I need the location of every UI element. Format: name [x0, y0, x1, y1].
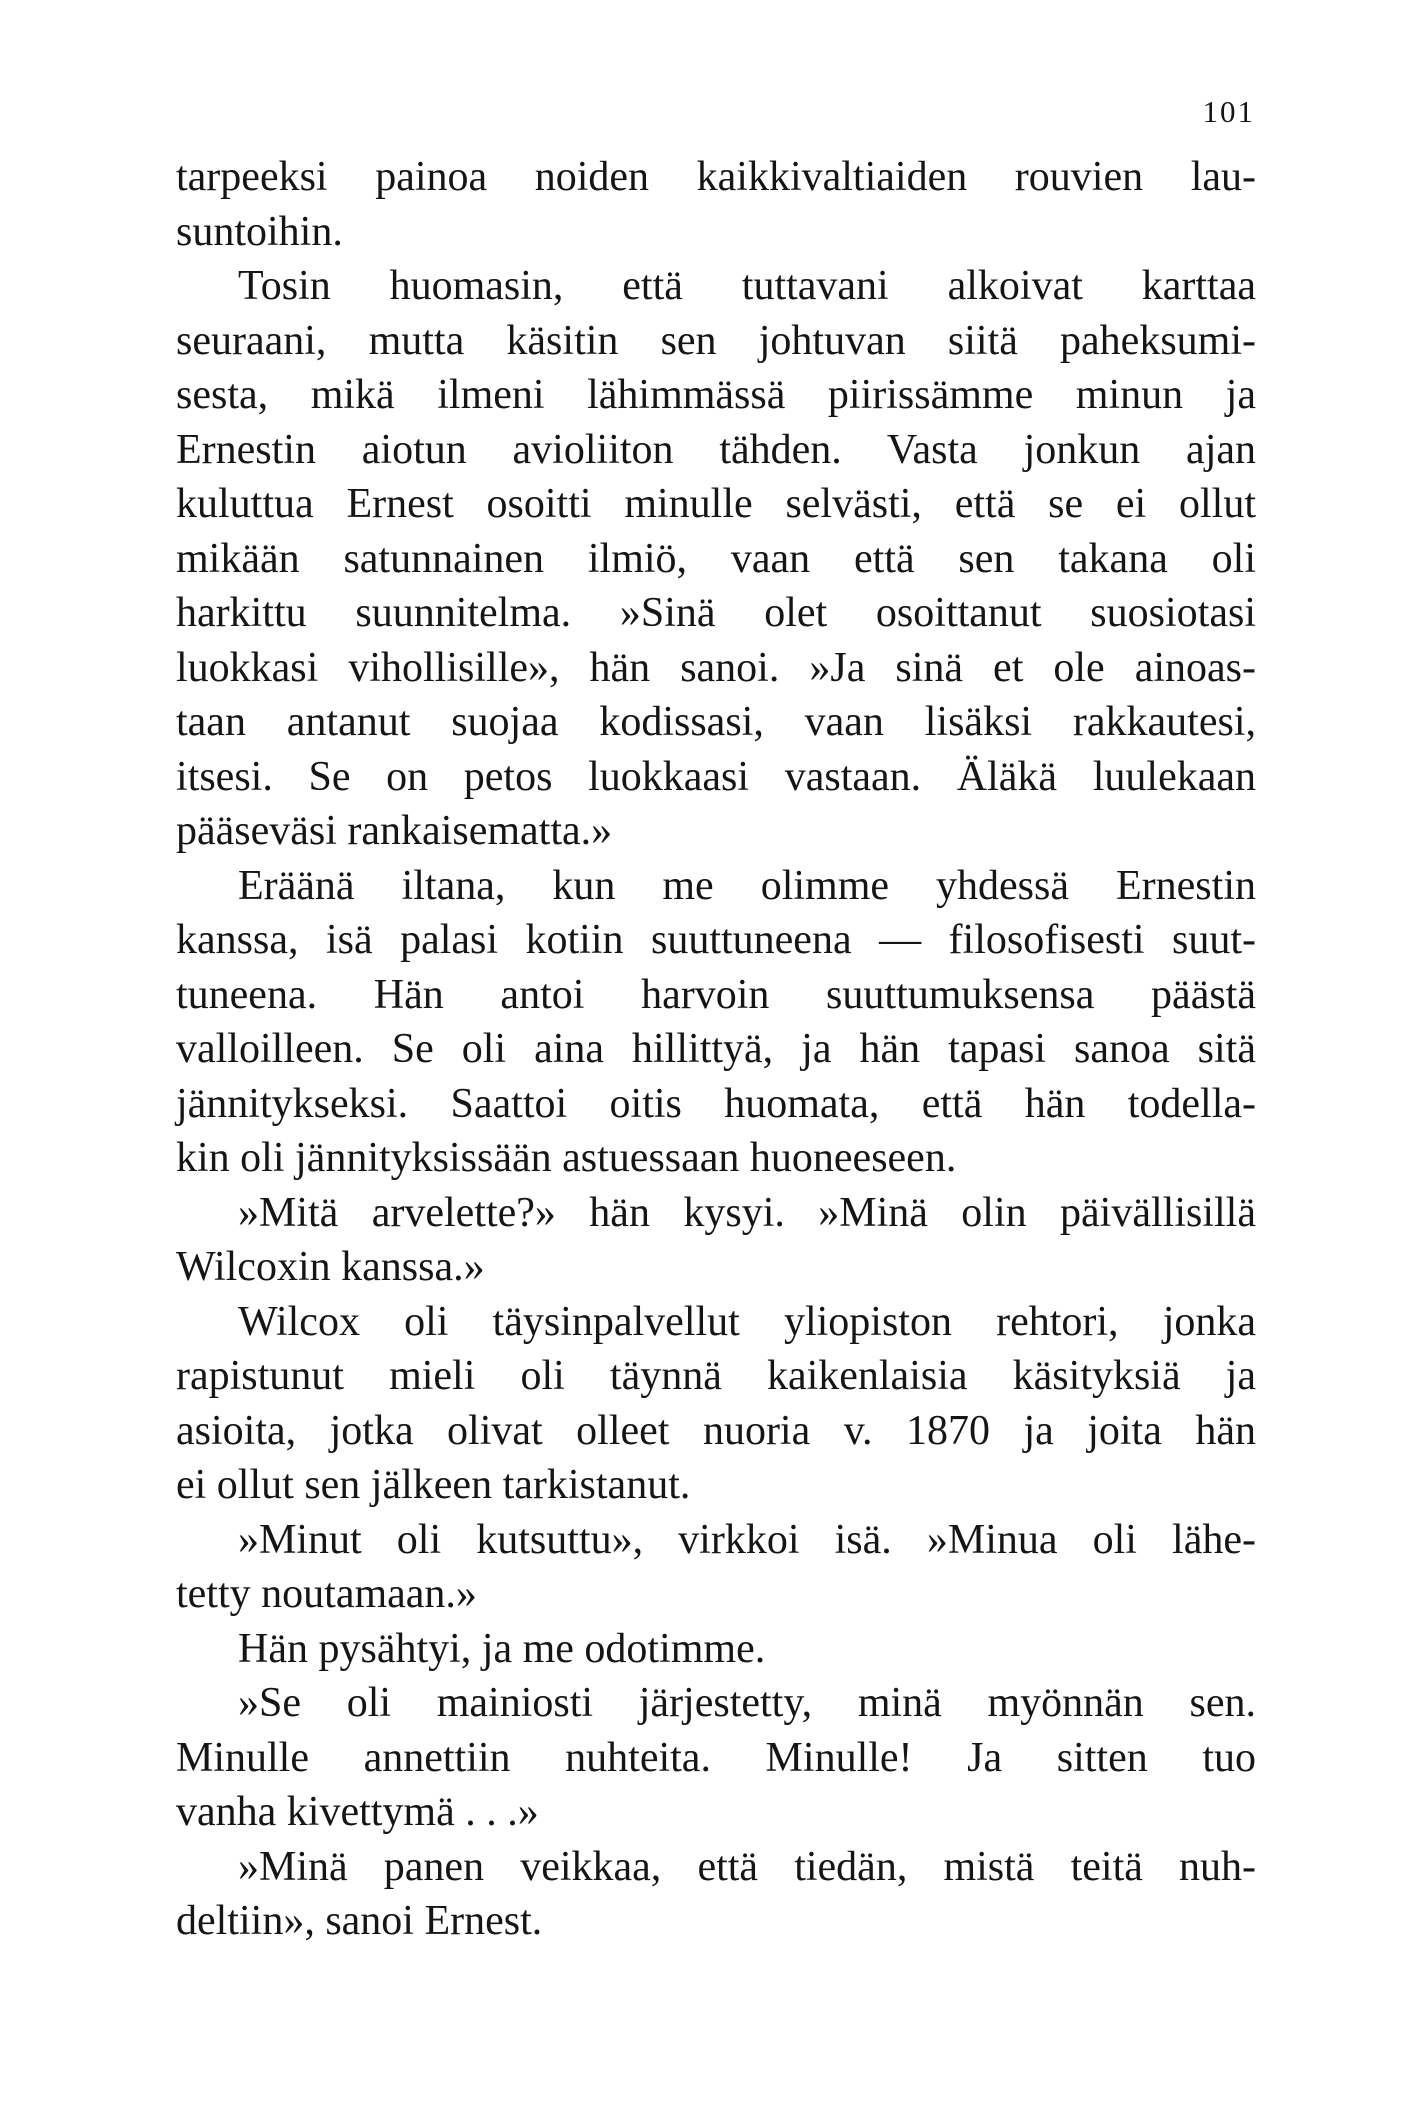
text-line: mikään satunnainen ilmiö, vaan että sen takana oli: [176, 535, 1256, 582]
text-line: Ernestin aiotun avioliiton tähden. Vasta jonkun ajan: [176, 426, 1256, 473]
text-line: »Mitä arvelette?» hän kysyi. »Minä olin päivällisillä: [238, 1189, 1256, 1236]
text-line: kanssa, isä palasi kotiin suuttuneena — filosofisesti suut-: [176, 917, 1256, 963]
text-line: tetty noutamaan.»: [176, 1571, 477, 1617]
text-line: deltiin», sanoi Ernest.: [176, 1898, 543, 1944]
text-line: »Minut oli kutsuttu», virkkoi isä. »Minua oli lähe-: [238, 1516, 1256, 1563]
text-line: vanha kivettymä . . .»: [176, 1789, 539, 1835]
text-line: »Minä panen veikkaa, että tiedän, mistä teitä nuh-: [238, 1843, 1256, 1890]
text-line: ei ollut sen jälkeen tarkistanut.: [176, 1462, 691, 1508]
text-line: Wilcoxin kanssa.»: [176, 1244, 485, 1290]
text-line: Minulle annettiin nuhteita. Minulle! Ja sitten tuo: [176, 1734, 1256, 1781]
text-line: Tosin huomasin, että tuttavani alkoivat karttaa: [238, 263, 1256, 309]
text-line: seuraani, mutta käsitin sen johtuvan siitä paheksumi-: [176, 317, 1256, 364]
text-line: luokkasi vihollisille», hän sanoi. »Ja sinä et ole ainoas-: [176, 644, 1256, 691]
text-line: taan antanut suojaa kodissasi, vaan lisäksi rakkautesi,: [176, 699, 1256, 745]
text-line: kuluttua Ernest osoitti minulle selvästi, että se ei ollut: [176, 481, 1256, 527]
text-line: rapistunut mieli oli täynnä kaikenlaisia käsityksiä ja: [176, 1353, 1256, 1399]
text-line: Eräänä iltana, kun me olimme yhdessä Ernestin: [238, 862, 1256, 909]
text-line: Wilcox oli täysinpalvellut yliopiston rehtori, jonka: [238, 1298, 1256, 1345]
text-line: harkittu suunnitelma. »Sinä olet osoittanut suosiotasi: [176, 590, 1256, 636]
text-line: pääseväsi rankaisematta.»: [176, 808, 613, 854]
text-line: Hän pysähtyi, ja me odotimme.: [238, 1625, 766, 1672]
text-line: jännitykseksi. Saattoi oitis huomata, että hän todella-: [176, 1080, 1256, 1127]
text-line: suntoihin.: [176, 208, 343, 255]
text-line: tarpeeksi painoa noiden kaikkivaltiaiden rouvien lau-: [176, 154, 1256, 200]
text-line: asioita, jotka olivat olleet nuoria v. 1870 ja joita hän: [176, 1407, 1256, 1454]
text-line: sesta, mikä ilmeni lähimmässä piirissämme minun ja: [176, 372, 1256, 418]
text-line: »Se oli mainiosti järjestetty, minä myönnän sen.: [238, 1680, 1256, 1726]
page-number: 101: [1202, 94, 1255, 129]
text-line: kin oli jännityksissään astuessaan huoneeseen.: [176, 1135, 957, 1181]
body-text: [176, 150, 1256, 1949]
text-line: valloilleen. Se oli aina hillittyä, ja hän tapasi sanoa sitä: [176, 1026, 1256, 1072]
text-line: tuneena. Hän antoi harvoin suuttumuksensa päästä: [176, 971, 1256, 1018]
text-line: itsesi. Se on petos luokkaasi vastaan. Äläkä luulekaan: [176, 753, 1256, 800]
